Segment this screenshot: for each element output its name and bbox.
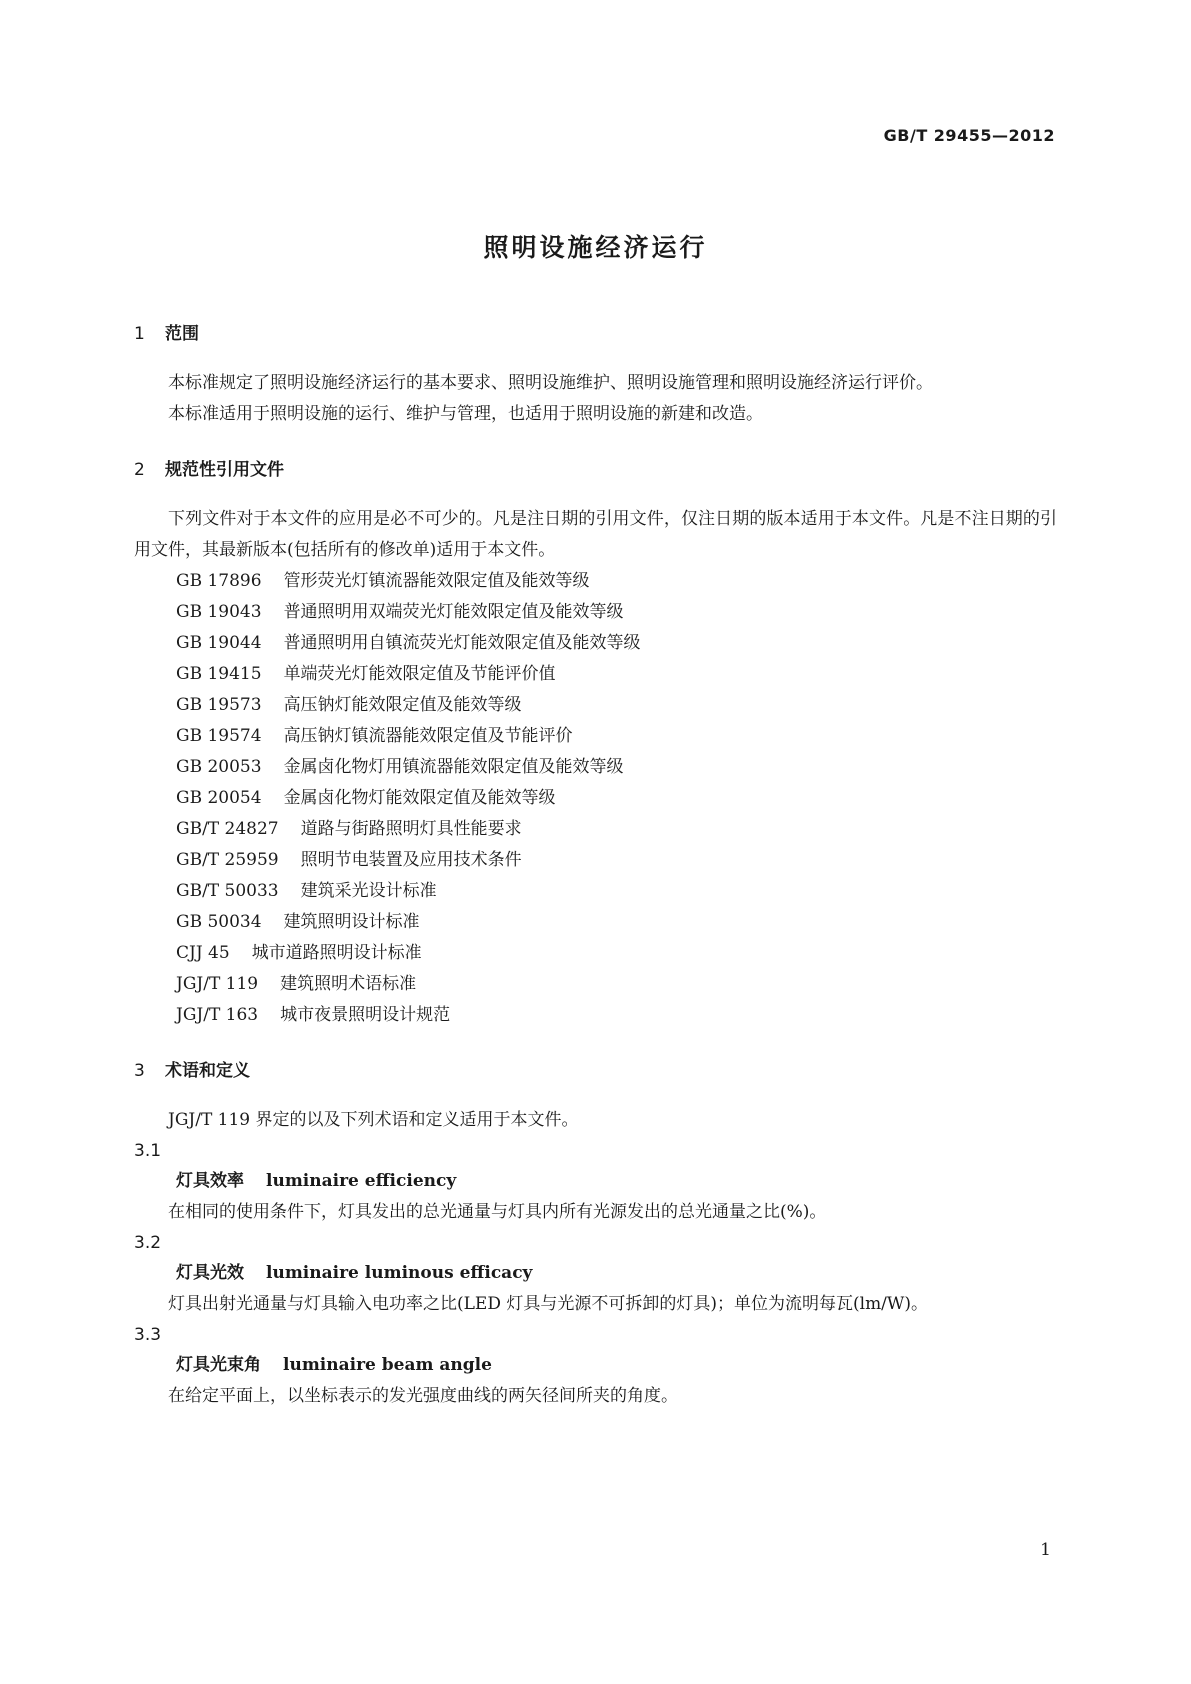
standard-code: GB/T 29455—2012 xyxy=(883,126,1055,145)
reference-title: 单端荧光灯能效限定值及节能评价值 xyxy=(283,664,556,684)
reference-title: 建筑照明术语标准 xyxy=(280,974,417,994)
reference-item xyxy=(176,783,1057,814)
reference-list xyxy=(134,566,1057,1031)
reference-item xyxy=(176,814,1057,845)
term-definition: 灯具出射光通量与灯具输入电功率之比(LED 灯具与光源不可拆卸的灯具)；单位为流明每瓦(lm/W)。 xyxy=(168,1294,929,1314)
term-en: luminaire luminous efficacy xyxy=(266,1263,533,1283)
references-intro: 下列文件对于本文件的应用是必不可少的。凡是注日期的引用文件，仅注日期的版本适用于本文件。凡是不注日期的引用文件，其最新版本(包括所有的修改单)适用于本文件。 xyxy=(134,509,1057,560)
reference-item xyxy=(176,659,1057,690)
term-zh: 灯具效率 xyxy=(176,1171,244,1191)
reference-code: GB 50034 xyxy=(176,912,262,932)
document-body xyxy=(134,322,1057,1412)
reference-title: 高压钠灯能效限定值及能效等级 xyxy=(283,695,522,715)
reference-title: 普通照明用自镇流荧光灯能效限定值及能效等级 xyxy=(283,633,641,653)
term-number: 3.2 xyxy=(134,1233,162,1253)
term-definition: 在相同的使用条件下，灯具发出的总光通量与灯具内所有光源发出的总光通量之比(%)。 xyxy=(168,1202,827,1222)
term-zh: 灯具光效 xyxy=(176,1263,244,1283)
reference-title: 普通照明用双端荧光灯能效限定值及能效等级 xyxy=(283,602,624,622)
term-number: 3.1 xyxy=(134,1141,162,1161)
section-heading-normative-references xyxy=(134,458,1057,482)
reference-item xyxy=(176,1000,1057,1031)
reference-title: 建筑照明设计标准 xyxy=(283,912,420,932)
reference-code: GB/T 24827 xyxy=(176,819,279,839)
reference-item xyxy=(176,690,1057,721)
reference-item xyxy=(176,597,1057,628)
reference-code: GB 20054 xyxy=(176,788,262,808)
term-en: luminaire efficiency xyxy=(266,1171,457,1191)
term-zh: 灯具光束角 xyxy=(176,1355,261,1375)
page-number: 1 xyxy=(1040,1540,1051,1560)
term-en: luminaire beam angle xyxy=(283,1355,492,1375)
reference-code: GB 19043 xyxy=(176,602,262,622)
reference-code: GB/T 50033 xyxy=(176,881,279,901)
reference-title: 高压钠灯镇流器能效限定值及节能评价 xyxy=(283,726,573,746)
section-number: 1 xyxy=(134,324,145,344)
reference-code: GB 17896 xyxy=(176,571,262,591)
section-number: 2 xyxy=(134,460,145,480)
reference-title: 金属卤化物灯能效限定值及能效等级 xyxy=(283,788,556,808)
term-title xyxy=(176,1166,1057,1197)
reference-code: GB 19573 xyxy=(176,695,262,715)
reference-code: GB/T 25959 xyxy=(176,850,279,870)
term-title xyxy=(176,1350,1057,1381)
reference-item xyxy=(176,876,1057,907)
reference-item xyxy=(176,938,1057,969)
document-title: 照明设施经济运行 xyxy=(483,233,708,262)
reference-item xyxy=(176,969,1057,1000)
reference-item xyxy=(176,721,1057,752)
reference-title: 城市道路照明设计标准 xyxy=(251,943,422,963)
reference-code: JGJ/T 119 xyxy=(176,974,259,994)
term-number: 3.3 xyxy=(134,1325,162,1345)
scope-paragraph-1: 本标准规定了照明设施经济运行的基本要求、照明设施维护、照明设施管理和照明设施经济运行评价。 xyxy=(168,373,933,393)
reference-code: JGJ/T 163 xyxy=(176,1005,259,1025)
section-title: 规范性引用文件 xyxy=(165,460,284,480)
section-title: 范围 xyxy=(165,324,199,344)
terms-intro: JGJ/T 119 界定的以及下列术语和定义适用于本文件。 xyxy=(168,1110,579,1130)
reference-title: 建筑采光设计标准 xyxy=(300,881,437,901)
reference-code: GB 19574 xyxy=(176,726,262,746)
reference-item xyxy=(176,907,1057,938)
reference-title: 管形荧光灯镇流器能效限定值及能效等级 xyxy=(283,571,590,591)
section-heading-terms xyxy=(134,1059,1057,1083)
section-title: 术语和定义 xyxy=(165,1061,250,1081)
reference-item xyxy=(176,752,1057,783)
reference-code: GB 19044 xyxy=(176,633,262,653)
term-definition: 在给定平面上，以坐标表示的发光强度曲线的两矢径间所夹的角度。 xyxy=(168,1386,678,1406)
reference-title: 城市夜景照明设计规范 xyxy=(280,1005,451,1025)
reference-code: CJJ 45 xyxy=(176,943,230,963)
term-entry xyxy=(134,1136,1057,1228)
reference-item xyxy=(176,845,1057,876)
reference-title: 照明节电装置及应用技术条件 xyxy=(300,850,522,870)
reference-code: GB 19415 xyxy=(176,664,262,684)
section-heading-scope xyxy=(134,322,1057,346)
reference-title: 金属卤化物灯用镇流器能效限定值及能效等级 xyxy=(283,757,624,777)
reference-title: 道路与街路照明灯具性能要求 xyxy=(300,819,522,839)
term-entry xyxy=(134,1320,1057,1412)
section-number: 3 xyxy=(134,1061,145,1081)
reference-item xyxy=(176,566,1057,597)
reference-code: GB 20053 xyxy=(176,757,262,777)
reference-item xyxy=(176,628,1057,659)
scope-paragraph-2: 本标准适用于照明设施的运行、维护与管理，也适用于照明设施的新建和改造。 xyxy=(168,404,763,424)
term-title xyxy=(176,1258,1057,1289)
term-entry xyxy=(134,1228,1057,1320)
